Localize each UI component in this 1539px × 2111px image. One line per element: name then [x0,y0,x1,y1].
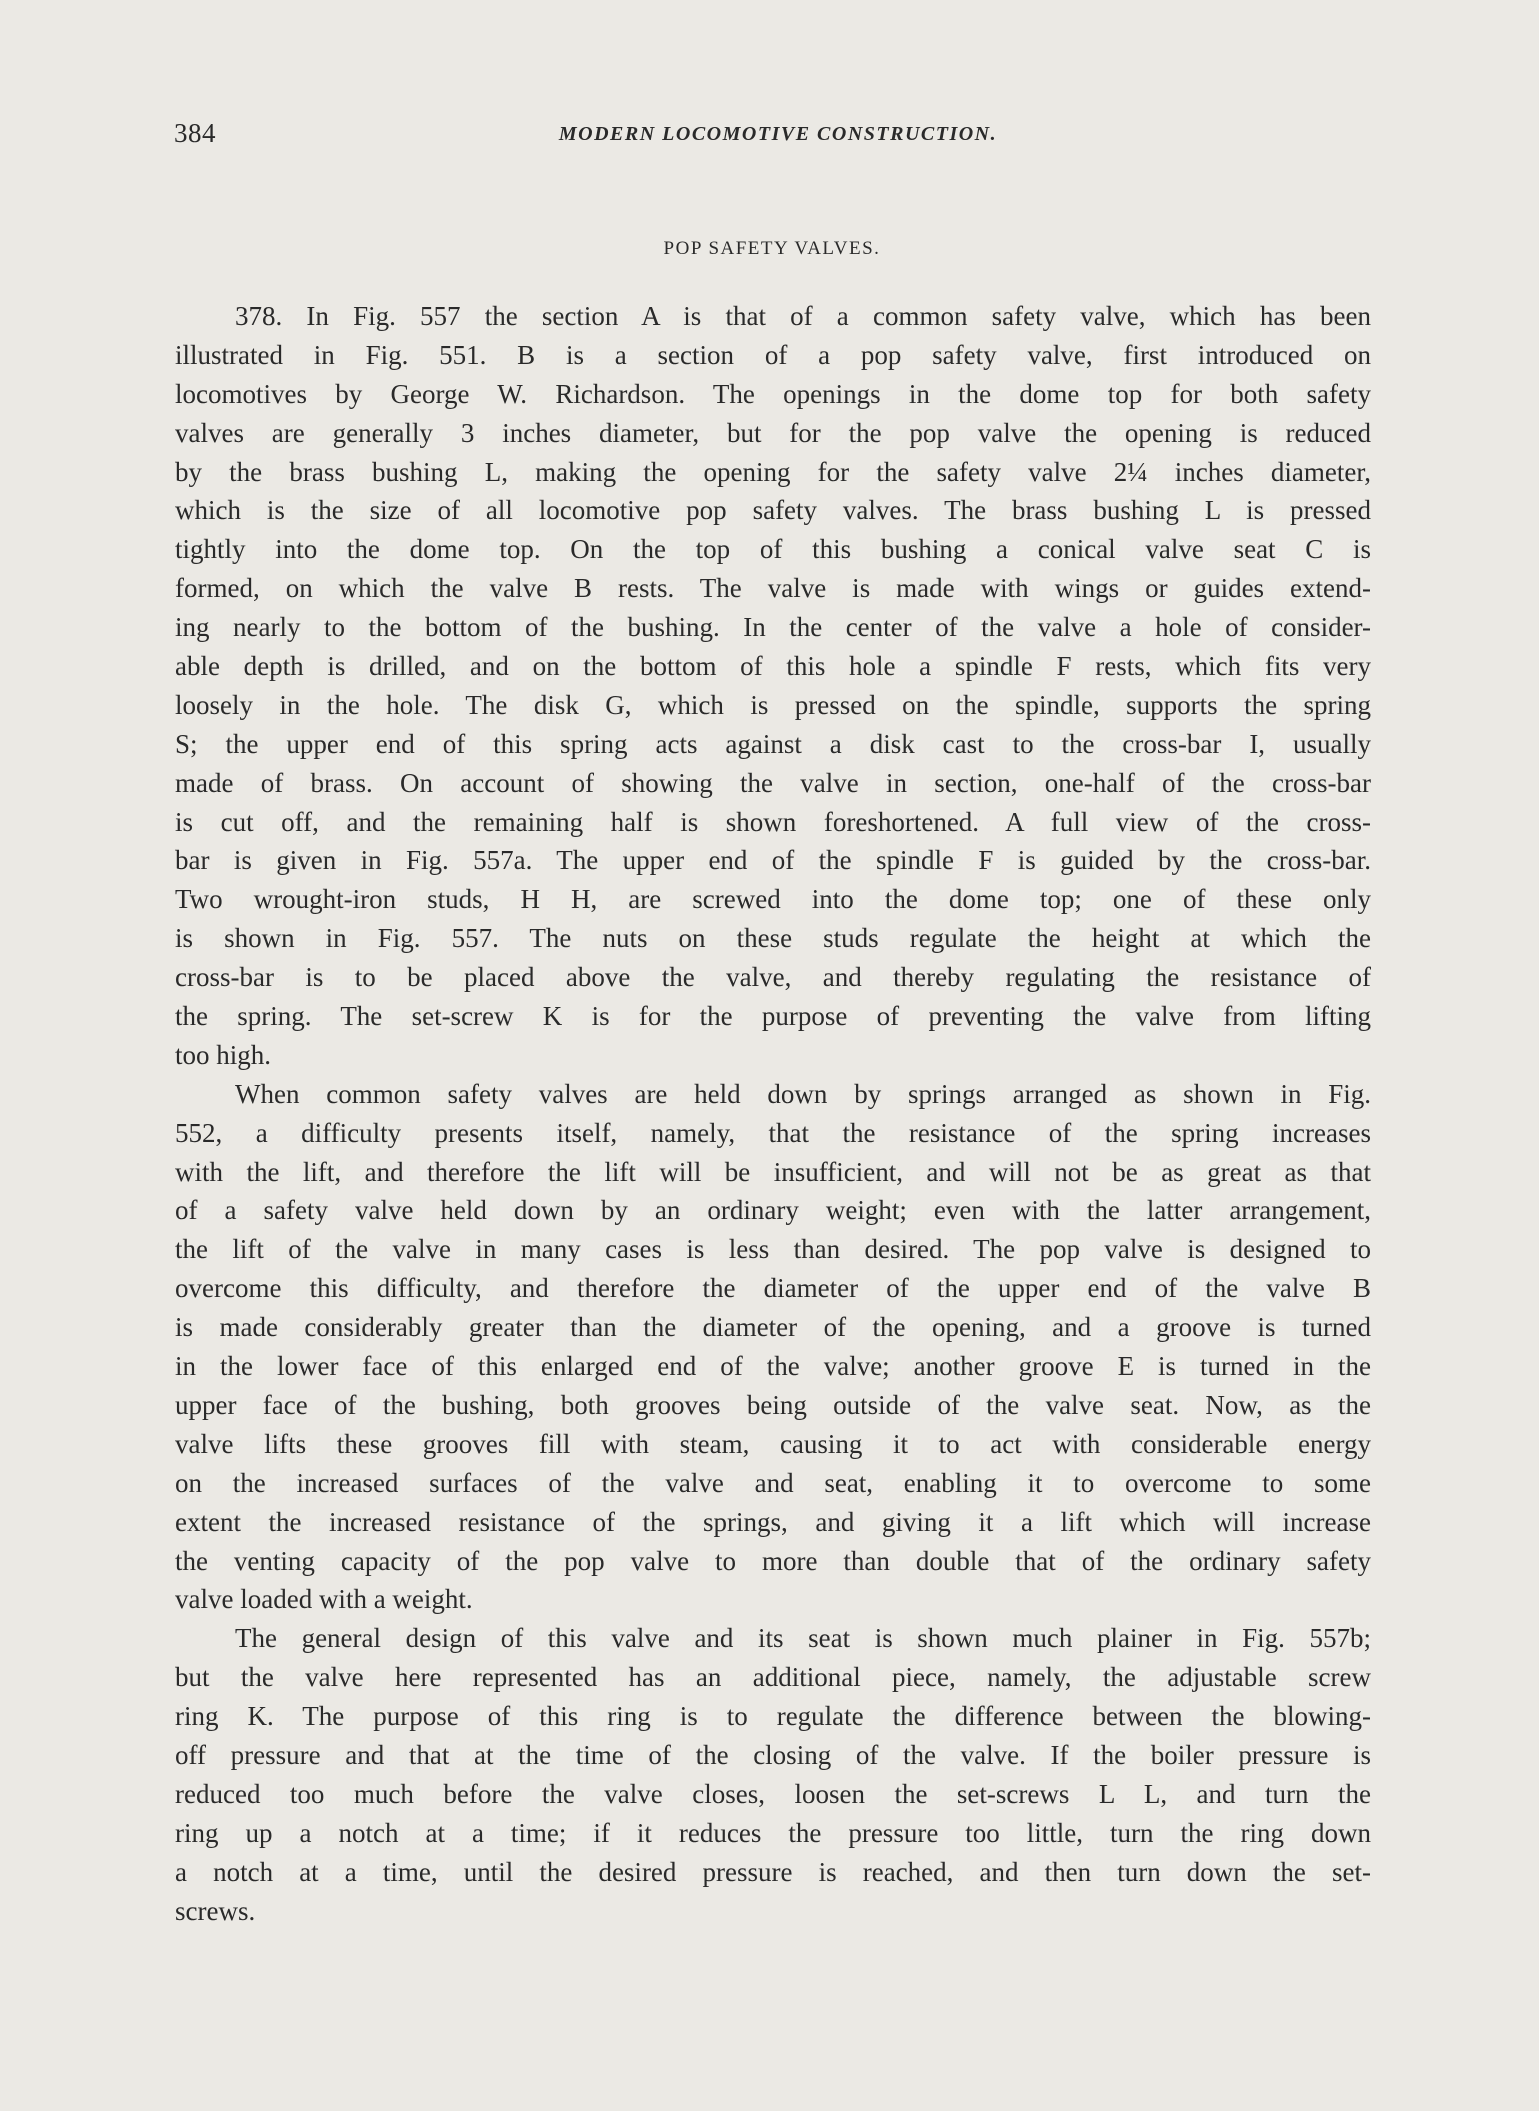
text-line: cross-bar is to be placed above the valve, and thereby regulating the resistance of [175,962,1371,993]
text-line: of a safety valve held down by an ordinary weight; even with the latter arrangement, [175,1195,1371,1226]
text-line: on the increased surfaces of the valve and seat, enabling it to overcome to some [175,1467,1371,1498]
page-number: 384 [174,118,216,148]
text-line: valve loaded with a weight. [175,1584,473,1615]
text-line: ring up a notch at a time; if it reduces the pressure too little, turn the ring down [175,1817,1371,1848]
text-line: locomotives by George W. Richardson. The openings in the dome top for both safety [175,378,1371,409]
text-line: S; the upper end of this spring acts against a disk cast to the cross-bar I, usually [175,728,1371,759]
text-line: reduced too much before the valve closes, loosen the set-screws L L, and turn the [175,1778,1371,1809]
text-line: is shown in Fig. 557. The nuts on these studs regulate the height at which the [175,923,1371,954]
text-line: When common safety valves are held down by springs arranged as shown in Fig. [235,1078,1371,1109]
text-line: by the brass bushing L, making the opening for the safety valve 2¼ inches diameter, [175,456,1371,487]
text-line: 552, a difficulty presents itself, namely, that the resistance of the spring increases [175,1117,1371,1148]
text-line: bar is given in Fig. 557a. The upper end of the spindle F is guided by the cross-bar. [175,845,1371,876]
text-line: overcome this difficulty, and therefore the diameter of the upper end of the valve B [175,1273,1371,1304]
running-title: MODERN LOCOMOTIVE CONSTRUCTION. [558,123,998,145]
section-heading: POP SAFETY VALVES. [663,238,881,259]
text-line: made of brass. On account of showing the valve in section, one-half of the cross-bar [175,767,1371,798]
text-line: the lift of the valve in many cases is less than desired. The pop valve is designed to [175,1234,1371,1265]
text-line: able depth is drilled, and on the bottom of this hole a spindle F rests, which fits very [175,651,1371,682]
text-line: screws. [175,1895,256,1926]
text-line: in the lower face of this enlarged end of the valve; another groove E is turned in the [175,1351,1371,1382]
paragraph [175,1075,1371,1619]
text-line: Two wrought-iron studs, H H, are screwed into the dome top; one of these only [175,884,1371,915]
text-line: extent the increased resistance of the springs, and giving it a lift which will increase [175,1506,1371,1537]
running-head [174,118,1370,158]
text-line: formed, on which the valve B rests. The valve is made with wings or guides extend- [175,573,1371,604]
text-line: tightly into the dome top. On the top of this bushing a conical valve seat C is [175,534,1371,565]
text-line: the spring. The set-screw K is for the purpose of preventing the valve from lifting [175,1001,1371,1032]
text-line: ring K. The purpose of this ring is to regulate the difference between the blowing- [175,1701,1371,1732]
text-line: is cut off, and the remaining half is shown foreshortened. A full view of the cross- [175,806,1371,837]
text-line: which is the size of all locomotive pop safety valves. The brass bushing L is pressed [175,495,1371,526]
text-line: 378. In Fig. 557 the section A is that of a common safety valve, which has been [235,301,1371,331]
body-text [175,297,1371,1930]
text-line: the venting capacity of the pop valve to more than double that of the ordinary safety [175,1545,1371,1576]
text-line: with the lift, and therefore the lift will be insufficient, and will not be as great as that [175,1156,1371,1187]
text-line: is made considerably greater than the diameter of the opening, and a groove is turned [175,1312,1371,1343]
text-line: illustrated in Fig. 551. B is a section of a pop safety valve, first introduced on [175,339,1371,370]
text-line: valve lifts these grooves fill with steam, causing it to act with considerable energy [175,1428,1371,1459]
paragraph [175,297,1371,1075]
text-line: upper face of the bushing, both grooves being outside of the valve seat. Now, as the [175,1389,1371,1420]
text-line: but the valve here represented has an additional piece, namely, the adjustable screw [175,1662,1371,1693]
text-line: valves are generally 3 inches diameter, but for the pop valve the opening is reduced [175,417,1371,448]
text-line: The general design of this valve and its seat is shown much plainer in Fig. 557b; [235,1623,1371,1654]
text-line: ing nearly to the bottom of the bushing. In the center of the valve a hole of consider- [175,612,1371,643]
text-line: too high. [175,1039,272,1070]
text-line: a notch at a time, until the desired pressure is reached, and then turn down the set- [175,1856,1371,1887]
text-line: loosely in the hole. The disk G, which is pressed on the spindle, supports the spring [175,689,1371,720]
paragraph [175,1619,1371,1930]
text-line: off pressure and that at the time of the closing of the valve. If the boiler pressure is [175,1739,1371,1770]
